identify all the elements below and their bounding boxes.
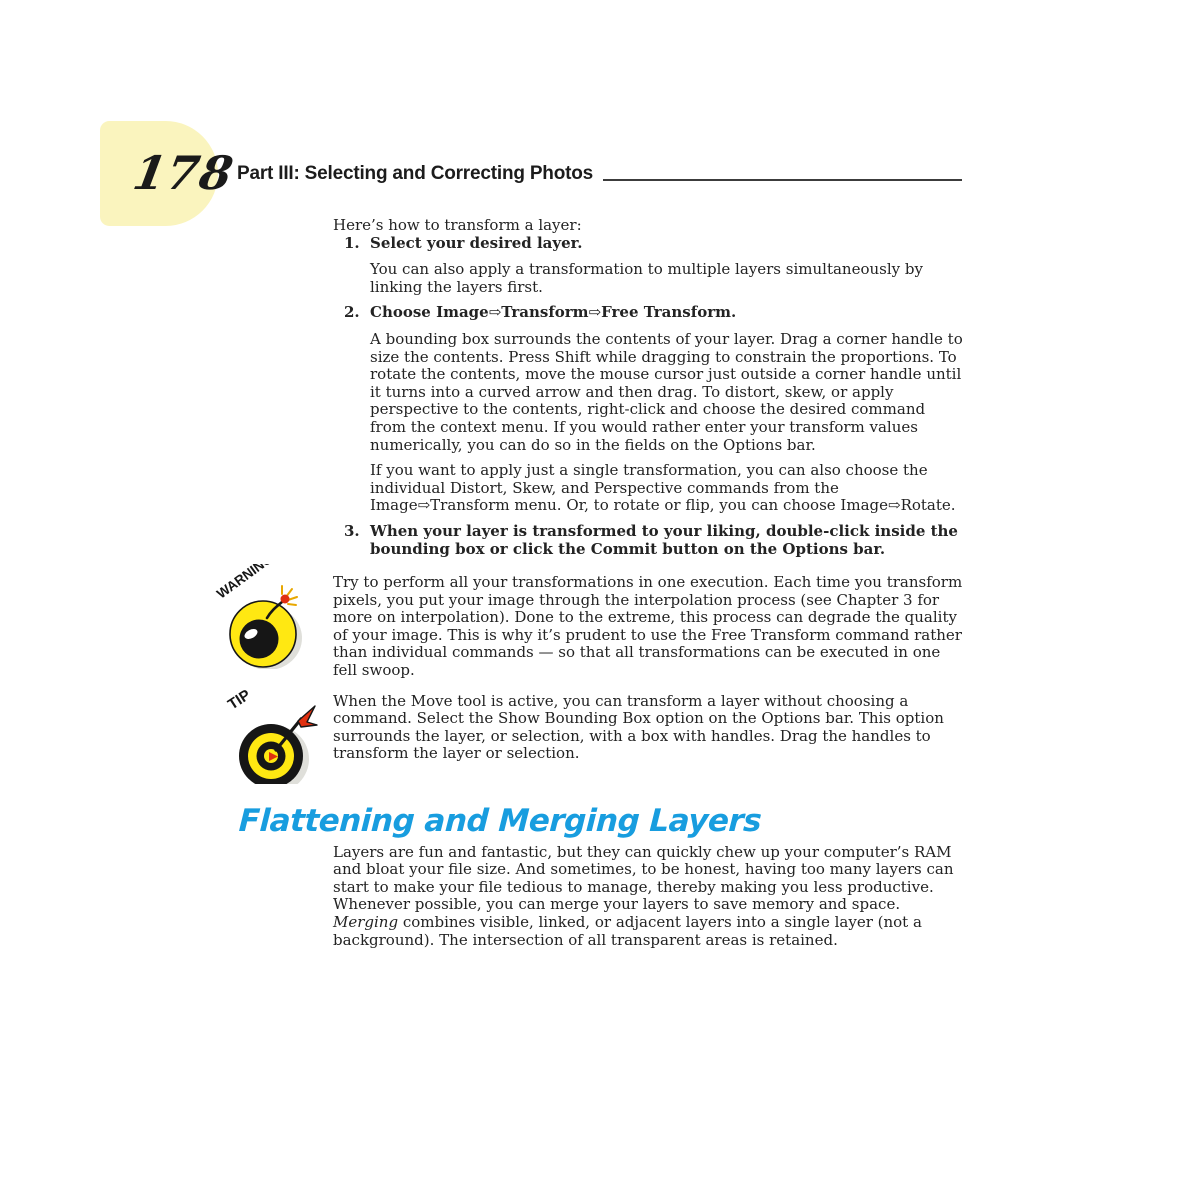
running-head — [237, 163, 962, 185]
step-paragraph: A bounding box surrounds the contents of your layer. Drag a corner handle to size the contents. Press Shift while dragging to constrain the proportions. To rotate the contents, move the mouse cursor just outside a corner handle until it turns into a curved arrow and then drag. To distort, skew, or apply perspective to the contents, right-click and choose the desired command from the context menu. If you would rather enter your transform values numerically, you can do so in the fields on the Options bar. — [370, 329, 963, 454]
svg-text:WARNING!: WARNING! — [213, 564, 280, 602]
svg-text:TIP: TIP — [224, 686, 254, 714]
section-paragraph-start: Layers are fun and fantastic, but they can quickly chew up your computer’s RAM and bloat your file size. And sometimes, to be honest, having too many layers can start to make your file tedious to manage, thereby making you less productive. Whenever possible, you can merge your layers to save memory and space. — [333, 842, 954, 914]
section-paragraph-end: combines visible, linked, or adjacent layers into a single layer (not a background). The intersection of all transparent areas is retained. — [333, 913, 922, 949]
intro-paragraph: Here’s how to transform a layer: — [333, 216, 582, 234]
section-heading: Flattening and Merging Layers — [238, 802, 763, 839]
step-title: Select your desired layer. — [370, 233, 583, 252]
section-paragraph — [333, 844, 963, 950]
step-1 — [333, 235, 963, 297]
step-3 — [333, 523, 963, 558]
step-title: When your layer is transformed to your liking, double-click inside the bounding box or click the Commit button on the Options bar. — [370, 521, 958, 558]
italic-term: Merging — [333, 913, 399, 932]
warning-bomb-icon — [212, 564, 312, 669]
tip-target-icon — [219, 679, 319, 784]
running-head-title: Part III: Selecting and Correcting Photos — [237, 163, 594, 184]
step-2 — [333, 304, 963, 515]
running-head-rule — [603, 178, 962, 181]
step-paragraph: You can also apply a transformation to multiple layers simultaneously by linking the layers first. — [370, 260, 923, 296]
warning-paragraph: Try to perform all your transformations in one execution. Each time you transform pixels, you put your image through the interpolation process (see Chapter 3 for more on interpolation). Done to the extreme, this process can degrade the quality of your image. This is why it’s prudent to use the Free Transform command rather than individual commands — so that all transformations can be executed in one fell swoop. — [333, 573, 963, 680]
warning-note — [213, 564, 963, 680]
step-number: 2. — [344, 303, 360, 322]
step-number: 3. — [344, 521, 360, 540]
step-title: Choose Image⇨Transform⇨Free Transform. — [370, 303, 737, 322]
tip-paragraph: When the Move tool is active, you can transform a layer without choosing a command. Select the Show Bounding Box option on the Options bar. This option surrounds the layer, or selection, with a box with handles. Drag the handles to transform the layer or selection. — [333, 691, 944, 763]
step-paragraph: If you want to apply just a single transformation, you can also choose the individual Distort, Skew, and Perspective commands from the Image⇨Transform menu. Or, to rotate or flip, you can choose Image⇨Rotate. — [370, 461, 956, 515]
main-text-column — [213, 216, 963, 949]
page-number: 178 — [129, 146, 238, 200]
tip-note — [224, 686, 963, 793]
step-number: 1. — [344, 233, 360, 252]
